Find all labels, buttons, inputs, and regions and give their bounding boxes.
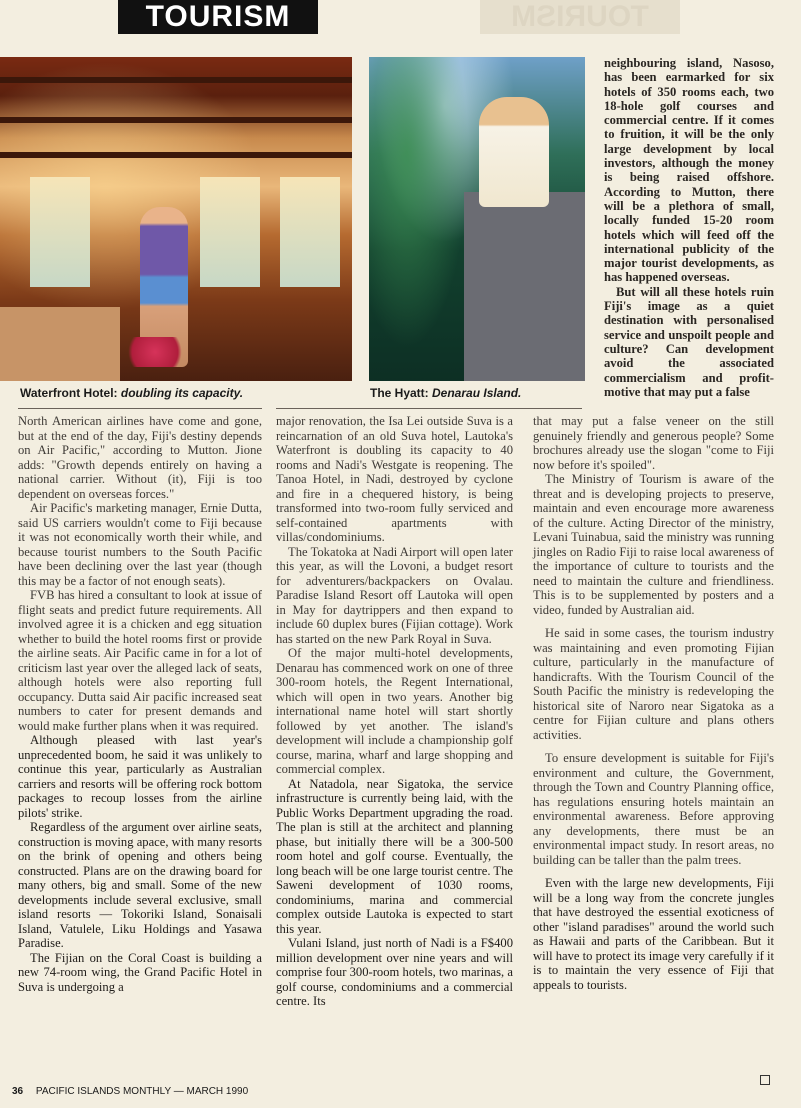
publication-line: PACIFIC ISLANDS MONTHLY — MARCH 1990	[35, 1086, 249, 1097]
caption-desc: doubling its capacity.	[120, 386, 244, 400]
caption-desc: Denarau Island.	[432, 386, 522, 400]
paragraph: Although pleased with last year's unprecedented boom, he said it was unlikely to continue this year, particularly as Australian carriers and resorts will be offering rock bottom packages to recoup losses from the airline pilots' strike.	[18, 733, 262, 820]
end-of-article-icon	[760, 1075, 770, 1085]
waterfront-hotel-photo	[0, 57, 352, 381]
column-rule	[276, 408, 582, 409]
paragraph: But will all these hotels ruin Fiji's image as a quiet destination with personalised service and unspoilt people and culture? Can development avoid the associated commercialism and profit-motive that may put a false	[604, 284, 774, 399]
photo-caption-hyatt	[370, 386, 521, 400]
caption-name: Waterfront Hotel:	[20, 386, 118, 400]
paragraph: The Tokatoka at Nadi Airport will open later this year, as will the Lovoni, a budget resort for adventurers/backpackers on Ovalau. Paradise Island Resort off Lautoka will open in May for daytrippers and then expand to include 60 duplex bures (Fijian cottage). Work has started on the new Park Royal in Suva.	[276, 544, 513, 646]
paragraph: Of the major multi-hotel developments, Denarau has commenced work on one of three 300-room hotels, the Regent International, which will open in two years. Another big international name hotel will start shortly followed by yet another. The island's development will include a championship golf course, marina, wharf and large shopping and commercial complex.	[276, 646, 513, 776]
paragraph: The Fijian on the Coral Coast is building a new 74-room wing, the Grand Pacific Hotel in Suva is undergoing a	[18, 950, 262, 994]
section-title-showthrough: TOURISM	[480, 0, 680, 34]
article-column-3-top	[604, 56, 774, 399]
article-column-1	[18, 414, 262, 994]
column-rule	[18, 408, 262, 409]
paragraph: At Natadola, near Sigatoka, the service infrastructure is currently being laid, with the Public Works Department upgrading the road. The plan is still at the architect and planning phase, but initially there will be a 300-500 room hotel and golf course. Eventually, the long beach will be one large tourist centre. The Saweni development of 1030 rooms, condominiums, marina and commercial complex outside Lautoka is expected to start this year.	[276, 776, 513, 936]
paragraph: major renovation, the Isa Lei outside Suva is a reincarnation of an old Suva hotel, Lautoka's Waterfront is doubling its capacity to 40 rooms and Nadi's Westgate is reopening. The Tanoa Hotel, in Nadi, destroyed by cyclone and fire in a chequered history, is being transformed into two-room fully serviced and self-contained apartments with villas/condominiums.	[276, 414, 513, 544]
paragraph: that may put a false veneer on the still genuinely friendly and generous people? Some brochures already use the slogan "come to Fiji now before it's spoiled".	[533, 414, 774, 472]
article-column-2	[276, 414, 513, 1009]
paragraph: Regardless of the argument over airline seats, construction is moving apace, with many resorts on the brink of opening and others being constructed. Plans are on the drawing board for many others, big and small. Some of the new developments include several exclusive, small island resorts — Tokoriki Island, Sonaisali Island, Vatulele, Liku Holdings and Yasawa Paradise.	[18, 820, 262, 950]
paragraph: Vulani Island, just north of Nadi is a F$400 million development over nine years and will comprise four 300-room hotels, two marinas, a golf course, condominiums and a commercial centre. Its	[276, 936, 513, 1008]
paragraph: FVB has hired a consultant to look at issue of flight seats and predict future requirements. All involved agree it is a chicken and egg situation whether to build the hotel rooms first or provide the airline seats. Air Pacific came in for a lot of criticism last year over the alleged lack of seats, although hotels were also reporting full occupancy. Dutta said Air pacific increased seat numbers to cater for present demands and would make further plans when it was required.	[18, 588, 262, 733]
paragraph: He said in some cases, the tourism industry was maintaining and even promoting Fijian culture, particularly in the manufacture of handicrafts. With the Tourism Council of the South Pacific the ministry is redeveloping the historical site of Naroro near Sigatoka as a centre for Fijian culture and plans others activities.	[533, 626, 774, 742]
paragraph: neighbouring island, Nasoso, has been earmarked for six hotels of 350 rooms each, two 18-hole golf courses and commercial centre. If it comes to fruition, it will be the only large development by local investors, although the money is being raised offshore. According to Mutton, there will be a plethora of small, locally funded 15-20 room hotels which will feed off the international publicity of the major tourist developments, as has happened overseas.	[604, 56, 774, 285]
paragraph: Even with the large new developments, Fiji will be a long way from the concrete jungles that have destroyed the essential exoticness of other "island paradises" around the world such as Hawaii and parts of the Caribbean. But it will have to protect its image very carefully if it is to maintain the very essence of Fiji that appeals to tourists.	[533, 876, 774, 992]
paragraph: The Ministry of Tourism is aware of the threat and is developing projects to preserve, maintain and even encourage more awareness of the culture. Acting Director of the ministry, Levani Tuinabua, said the ministry was running jingles on Radio Fiji to raise local awareness of the importance of culture to tourists and the need to maintain the culture and friendliness. This is to be supplemented by posters and a video, funded by Australian aid.	[533, 472, 774, 617]
article-column-3	[533, 414, 774, 1001]
photo-caption-waterfront	[20, 386, 243, 400]
page-footer	[12, 1086, 248, 1097]
paragraph: Air Pacific's marketing manager, Ernie Dutta, said US carriers wouldn't come to Fiji because it was not economically worth their while, and because tourist numbers to the South Pacific have been declining over the last year (though this may be a factor of not enough seats).	[18, 501, 262, 588]
paragraph: To ensure development is suitable for Fiji's environment and culture, the Government, through the Town and Country Planning office, has regulations ensuring hotels maintain an environmental awareness. Before approving any developments, there must be an environmental impact study. In resort areas, no building can be taller than the palm trees.	[533, 751, 774, 867]
paragraph: North American airlines have come and gone, but at the end of the day, Fiji's destiny depends on Air Pacific," according to Mutton. Jione adds: "Growth depends entirely on having a national carrier. Without (it), Fiji is too dependent on overseas forces."	[18, 414, 262, 501]
page-number: 36	[12, 1086, 24, 1097]
section-title: TOURISM	[118, 0, 318, 34]
caption-name: The Hyatt:	[370, 386, 429, 400]
hyatt-photo	[369, 57, 585, 381]
